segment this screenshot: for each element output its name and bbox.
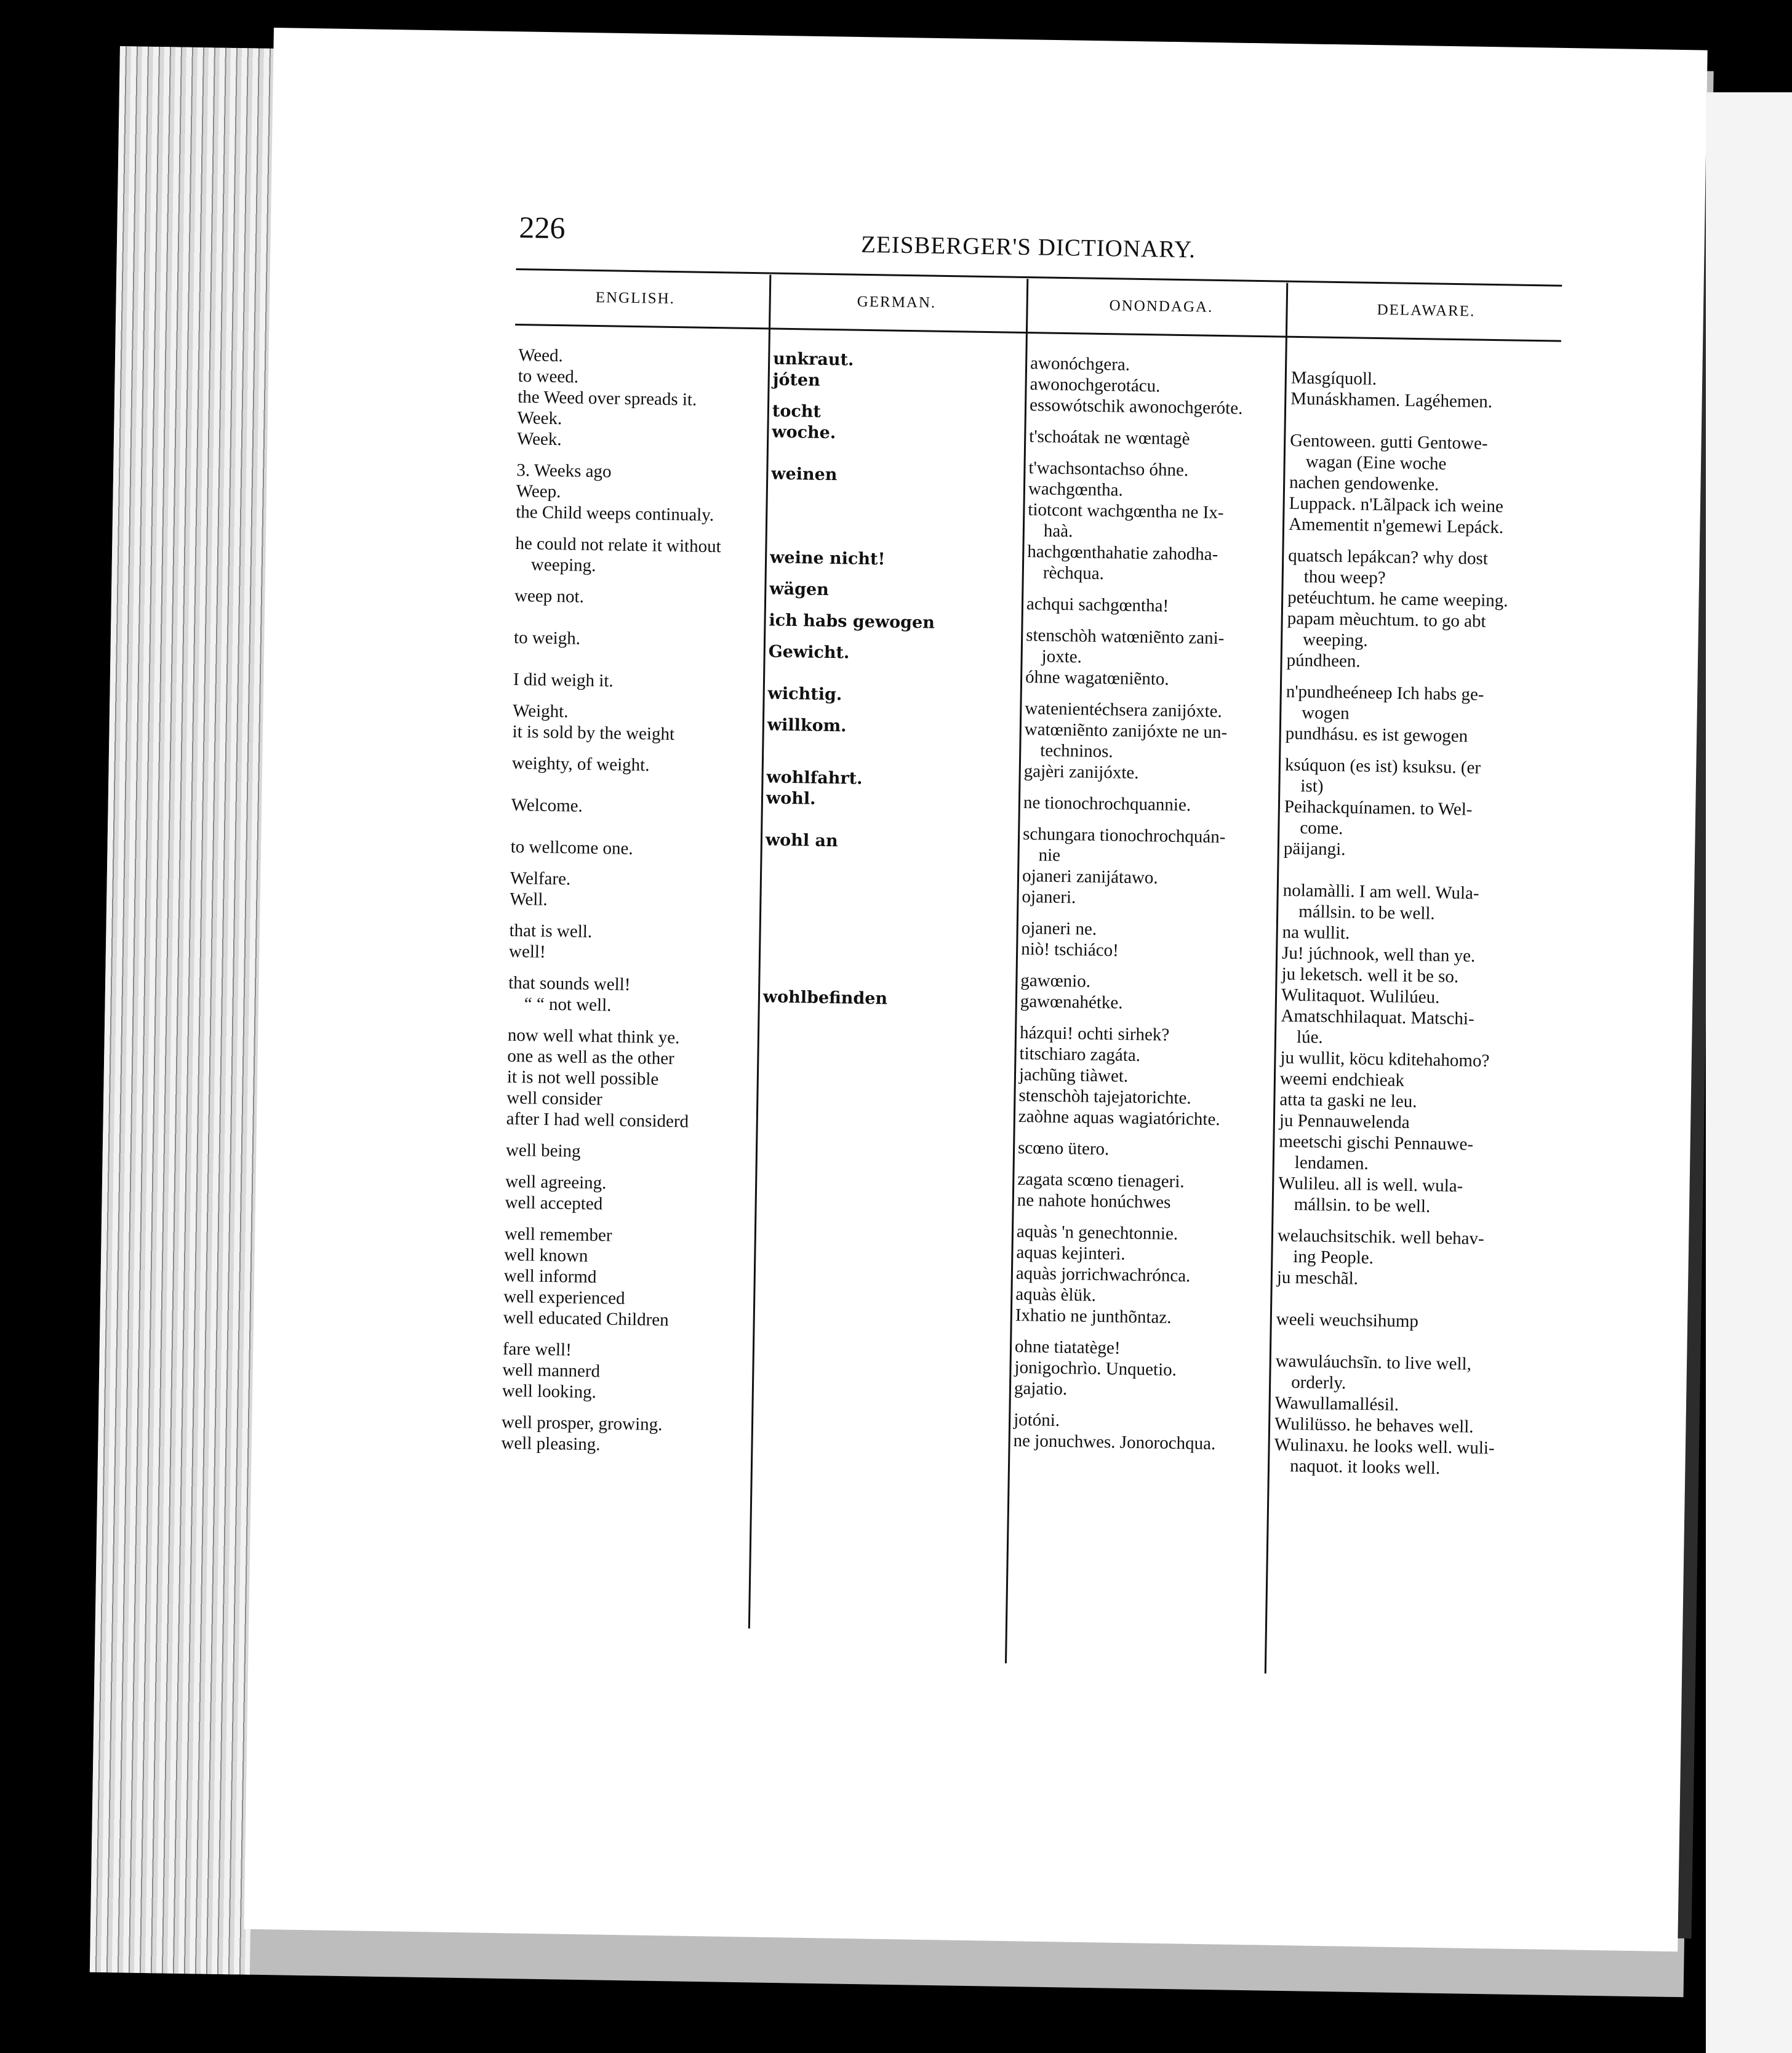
entry-delaware: naquot. it looks well. xyxy=(1289,1455,1441,1478)
entry-english: well! xyxy=(508,941,546,962)
entry-english: to wellcome one. xyxy=(510,836,633,859)
entry-english: well experienced xyxy=(503,1286,625,1308)
entry-onondaga: awonóchgera. xyxy=(1030,353,1130,375)
entry-english: that sounds well! xyxy=(508,972,631,995)
column-head-german: GERMAN. xyxy=(857,293,937,311)
entry-delaware: päijangi. xyxy=(1283,838,1346,860)
entry-onondaga: awonochgerotácu. xyxy=(1030,374,1161,396)
entry-delaware: ju meschãl. xyxy=(1276,1267,1359,1289)
entry-english: weighty, of weight. xyxy=(511,753,650,775)
entry-onondaga: aquàs 'n genechtonnie. xyxy=(1016,1221,1178,1244)
entry-german: wohl an xyxy=(765,830,838,851)
entry-delaware: Gentoween. gutti Gentowe- xyxy=(1290,430,1488,454)
entry-onondaga: aquàs jorrichwachrónca. xyxy=(1015,1263,1191,1286)
entry-delaware: ju Pennauwelenda xyxy=(1279,1110,1410,1132)
entry-english: well mannerd xyxy=(502,1359,601,1382)
entry-delaware: wawuláuchsĩn. to live well, xyxy=(1275,1351,1472,1374)
entry-onondaga: essowótschik awonochgeróte. xyxy=(1029,395,1243,418)
entry-onondaga: niò! tschiáco! xyxy=(1020,939,1119,961)
entry-delaware: lendamen. xyxy=(1294,1153,1369,1174)
entry-english: Welfare. xyxy=(510,868,571,889)
entry-delaware: Wulileu. all is well. wula- xyxy=(1278,1173,1463,1196)
entry-onondaga: tiotcont wachgœntha ne Ix- xyxy=(1028,500,1224,523)
entry-german: weine nicht! xyxy=(769,548,886,569)
entry-english: well prosper, growing. xyxy=(501,1412,663,1435)
entry-onondaga: ne nahote honúchwes xyxy=(1017,1190,1171,1212)
entry-english: that is well. xyxy=(509,920,593,942)
entry-german: wohlbefinden xyxy=(762,987,888,1009)
entry-delaware: come. xyxy=(1300,818,1343,839)
entry-delaware: wogen xyxy=(1302,703,1350,724)
entry-onondaga: wachgœntha. xyxy=(1028,479,1124,500)
entry-delaware: mállsin. to be well. xyxy=(1294,1195,1431,1217)
entry-english: the Weed over spreads it. xyxy=(517,387,697,410)
entry-onondaga: gajèri zanijóxte. xyxy=(1023,761,1139,783)
entry-english: well looking. xyxy=(502,1380,597,1403)
entry-german: wohlfahrt. xyxy=(766,767,863,788)
entry-onondaga: joxte. xyxy=(1041,646,1082,667)
column-head-english: ENGLISH. xyxy=(595,289,676,308)
entry-english: Week. xyxy=(516,429,562,450)
entry-delaware: mállsin. to be well. xyxy=(1298,902,1435,924)
entry-onondaga: házqui! ochti sirhek? xyxy=(1019,1023,1170,1045)
entry-delaware: meetschi gischi Pennauwe- xyxy=(1279,1131,1474,1155)
entry-onondaga: rèchqua. xyxy=(1042,562,1105,584)
entry-english: well informd xyxy=(503,1265,597,1287)
entry-english: it is sold by the weight xyxy=(512,721,675,745)
entry-english: Weep. xyxy=(516,481,561,502)
entry-delaware: Wawullamallésil. xyxy=(1274,1393,1399,1415)
entry-delaware: Luppack. n'Lãlpack ich weine xyxy=(1289,493,1504,517)
entry-english: well consider xyxy=(506,1087,602,1110)
entry-delaware: Wulilüsso. he behaves well. xyxy=(1274,1414,1474,1437)
entry-onondaga: aquàs èlük. xyxy=(1015,1284,1097,1305)
entry-delaware: ksúquon (es ist) ksuksu. (er xyxy=(1284,754,1481,778)
entry-german: wägen xyxy=(769,579,830,600)
entry-onondaga: ojaneri ne. xyxy=(1021,918,1097,939)
entry-delaware: pundhásu. es ist gewogen xyxy=(1285,723,1468,746)
entry-delaware: Masgíquoll. xyxy=(1290,367,1377,389)
column-head-delaware: DELAWARE. xyxy=(1377,301,1476,320)
entry-onondaga: gawœnahétke. xyxy=(1020,991,1123,1013)
entry-onondaga: ne tionochrochquannie. xyxy=(1023,793,1191,815)
english-column xyxy=(501,345,764,1457)
entry-onondaga: aquas kejinteri. xyxy=(1016,1242,1126,1264)
entry-delaware: weeli weuchsihump xyxy=(1276,1309,1419,1332)
entry-delaware: welauchsitschik. well behav- xyxy=(1277,1225,1484,1249)
entry-onondaga: haà. xyxy=(1043,521,1073,542)
onondaga-column xyxy=(1013,353,1279,1455)
entry-delaware: púndheen. xyxy=(1286,650,1361,671)
entry-onondaga: schungara tionochrochquán- xyxy=(1022,824,1226,847)
entry-english: now well what think ye. xyxy=(507,1025,680,1048)
entry-onondaga: jachũng tiàwet. xyxy=(1018,1064,1129,1086)
entry-english: well known xyxy=(504,1244,588,1267)
entry-german: Gewicht. xyxy=(768,642,850,663)
entry-delaware: Amementit n'gemewi Lepáck. xyxy=(1288,514,1504,538)
entry-onondaga: t'wachsontachso óhne. xyxy=(1028,458,1189,481)
entry-english: well pleasing. xyxy=(501,1433,601,1455)
entry-onondaga: watenientéchsera zanijóxte. xyxy=(1025,698,1223,722)
entry-onondaga: Ixhatio ne junthõntaz. xyxy=(1015,1305,1172,1327)
dictionary-page xyxy=(493,209,1575,1752)
entry-english: he could not relate it without xyxy=(515,534,721,557)
entry-english: well educated Children xyxy=(503,1307,669,1331)
entry-delaware: nachen gendowenke. xyxy=(1289,472,1439,495)
entry-english: it is not well possible xyxy=(506,1067,659,1089)
entry-english: well accepted xyxy=(505,1192,603,1214)
column-head-rule xyxy=(515,324,1561,342)
entry-english: fare well! xyxy=(502,1339,572,1360)
entry-onondaga: hachgœnthahatie zahodha- xyxy=(1027,542,1218,564)
page-number: 226 xyxy=(519,210,566,246)
entry-onondaga: stenschòh tajejatorichte. xyxy=(1018,1085,1191,1108)
entry-english: Well. xyxy=(510,889,548,910)
delaware-column xyxy=(1274,357,1556,1481)
entry-delaware: n'pundheéneep Ich habs ge- xyxy=(1286,681,1484,705)
entry-delaware: ist) xyxy=(1300,776,1324,796)
entry-english: weeping. xyxy=(530,554,596,576)
entry-german: jóten xyxy=(772,370,820,390)
entry-english: well agreeing. xyxy=(505,1171,607,1193)
entry-german: unkraut. xyxy=(772,349,854,370)
entry-delaware: wagan (Eine woche xyxy=(1305,452,1447,474)
entry-onondaga: jonigochrìo. Unquetio. xyxy=(1014,1357,1177,1380)
entry-delaware: atta ta gaski ne leu. xyxy=(1279,1089,1417,1112)
entry-delaware: quatsch lepákcan? why dost xyxy=(1288,545,1489,569)
entry-english: 3. Weeks ago xyxy=(516,460,612,482)
entry-onondaga: stenschòh watœniẽnto zani- xyxy=(1025,625,1225,649)
entry-onondaga: achqui sachgœntha! xyxy=(1026,594,1169,616)
entry-english: one as well as the other xyxy=(507,1046,674,1069)
entry-onondaga: zagata scœno tienageri. xyxy=(1017,1169,1185,1192)
entry-delaware: Wulinaxu. he looks well. wuli- xyxy=(1274,1435,1495,1459)
entry-english: to weed. xyxy=(518,366,579,387)
entry-delaware: orderly. xyxy=(1290,1372,1346,1393)
entry-delaware: ing People. xyxy=(1293,1247,1374,1268)
entry-english: well remember xyxy=(504,1223,612,1246)
entry-onondaga: ojaneri zanijátawo. xyxy=(1022,866,1158,888)
entry-delaware: Wulitaquot. Wulilúeu. xyxy=(1281,985,1440,1007)
entry-delaware: papam mèuchtum. to go abt xyxy=(1287,608,1486,631)
entry-onondaga: gawœnio. xyxy=(1020,970,1091,991)
entry-onondaga: óhne wagatœniẽnto. xyxy=(1025,667,1169,689)
entry-onondaga: watœniẽnto zanijóxte ne un- xyxy=(1024,719,1228,743)
german-column xyxy=(763,349,1020,1012)
entry-english: to weigh. xyxy=(513,628,581,649)
entry-german: willkom. xyxy=(767,715,847,736)
entry-onondaga: ojaneri. xyxy=(1022,887,1076,908)
entry-english: Weight. xyxy=(512,700,569,722)
entry-english: Welcome. xyxy=(511,794,583,816)
entry-delaware: ju leketsch. well it be so. xyxy=(1281,964,1459,987)
entry-onondaga: titschiaro zagáta. xyxy=(1019,1043,1141,1066)
entry-delaware: weemi endchieak xyxy=(1279,1068,1405,1091)
entry-german: ich habs gewogen xyxy=(769,610,935,633)
entry-onondaga: zaòhne aquas wagiatórichte. xyxy=(1018,1106,1220,1130)
entry-onondaga: techninos. xyxy=(1040,740,1113,762)
entry-onondaga: nie xyxy=(1038,845,1061,865)
entry-onondaga: ohne tiatatège! xyxy=(1014,1336,1121,1358)
entry-german: woche. xyxy=(772,422,836,443)
entry-english: weep not. xyxy=(514,586,585,607)
entry-german: wohl. xyxy=(766,788,816,809)
entry-delaware: na wullit. xyxy=(1282,922,1350,943)
entry-german: wichtig. xyxy=(767,684,842,705)
entry-onondaga: t'schoátak ne wœntagè xyxy=(1029,426,1190,449)
entry-delaware: lúe. xyxy=(1296,1027,1323,1047)
entry-delaware: petéuchtum. he came weeping. xyxy=(1287,587,1508,611)
entry-delaware: ju wullit, köcu kditehahomo? xyxy=(1280,1047,1490,1071)
entry-delaware: weeping. xyxy=(1302,630,1368,650)
entry-onondaga: jotóni. xyxy=(1013,1409,1060,1431)
entry-german: tocht xyxy=(772,401,822,422)
entry-english: Week. xyxy=(517,408,562,429)
running-title: ZEISBERGER'S DICTIONARY. xyxy=(860,231,1196,263)
entry-delaware: Ju! júchnook, well than ye. xyxy=(1281,943,1476,966)
entry-delaware: Peihackquínamen. to Wel- xyxy=(1284,796,1473,820)
entry-english: after I had well considerd xyxy=(506,1108,689,1132)
entry-english: I did weigh it. xyxy=(513,670,614,691)
entry-onondaga: scœno ütero. xyxy=(1017,1137,1110,1159)
entry-delaware: Amatschhilaquat. Matschi- xyxy=(1281,1006,1474,1029)
entry-english: well being xyxy=(505,1140,581,1161)
entry-english: Weed. xyxy=(518,345,564,366)
column-head-onondaga: ONONDAGA. xyxy=(1109,297,1214,316)
entry-english: “ “ not well. xyxy=(524,994,612,1015)
entry-delaware: Munáskhamen. Lagéhemen. xyxy=(1290,388,1493,412)
entry-onondaga: ne jonuchwes. Jonorochqua. xyxy=(1013,1430,1216,1454)
entry-delaware: nolamàlli. I am well. Wula- xyxy=(1282,880,1479,903)
entry-delaware: thou weep? xyxy=(1303,567,1386,588)
entry-english: the Child weeps continualy. xyxy=(516,502,714,526)
entry-onondaga: gajatio. xyxy=(1014,1378,1068,1399)
header-rule xyxy=(516,268,1562,287)
entry-german: weinen xyxy=(771,464,838,485)
facing-page-edge xyxy=(1706,92,1792,2053)
